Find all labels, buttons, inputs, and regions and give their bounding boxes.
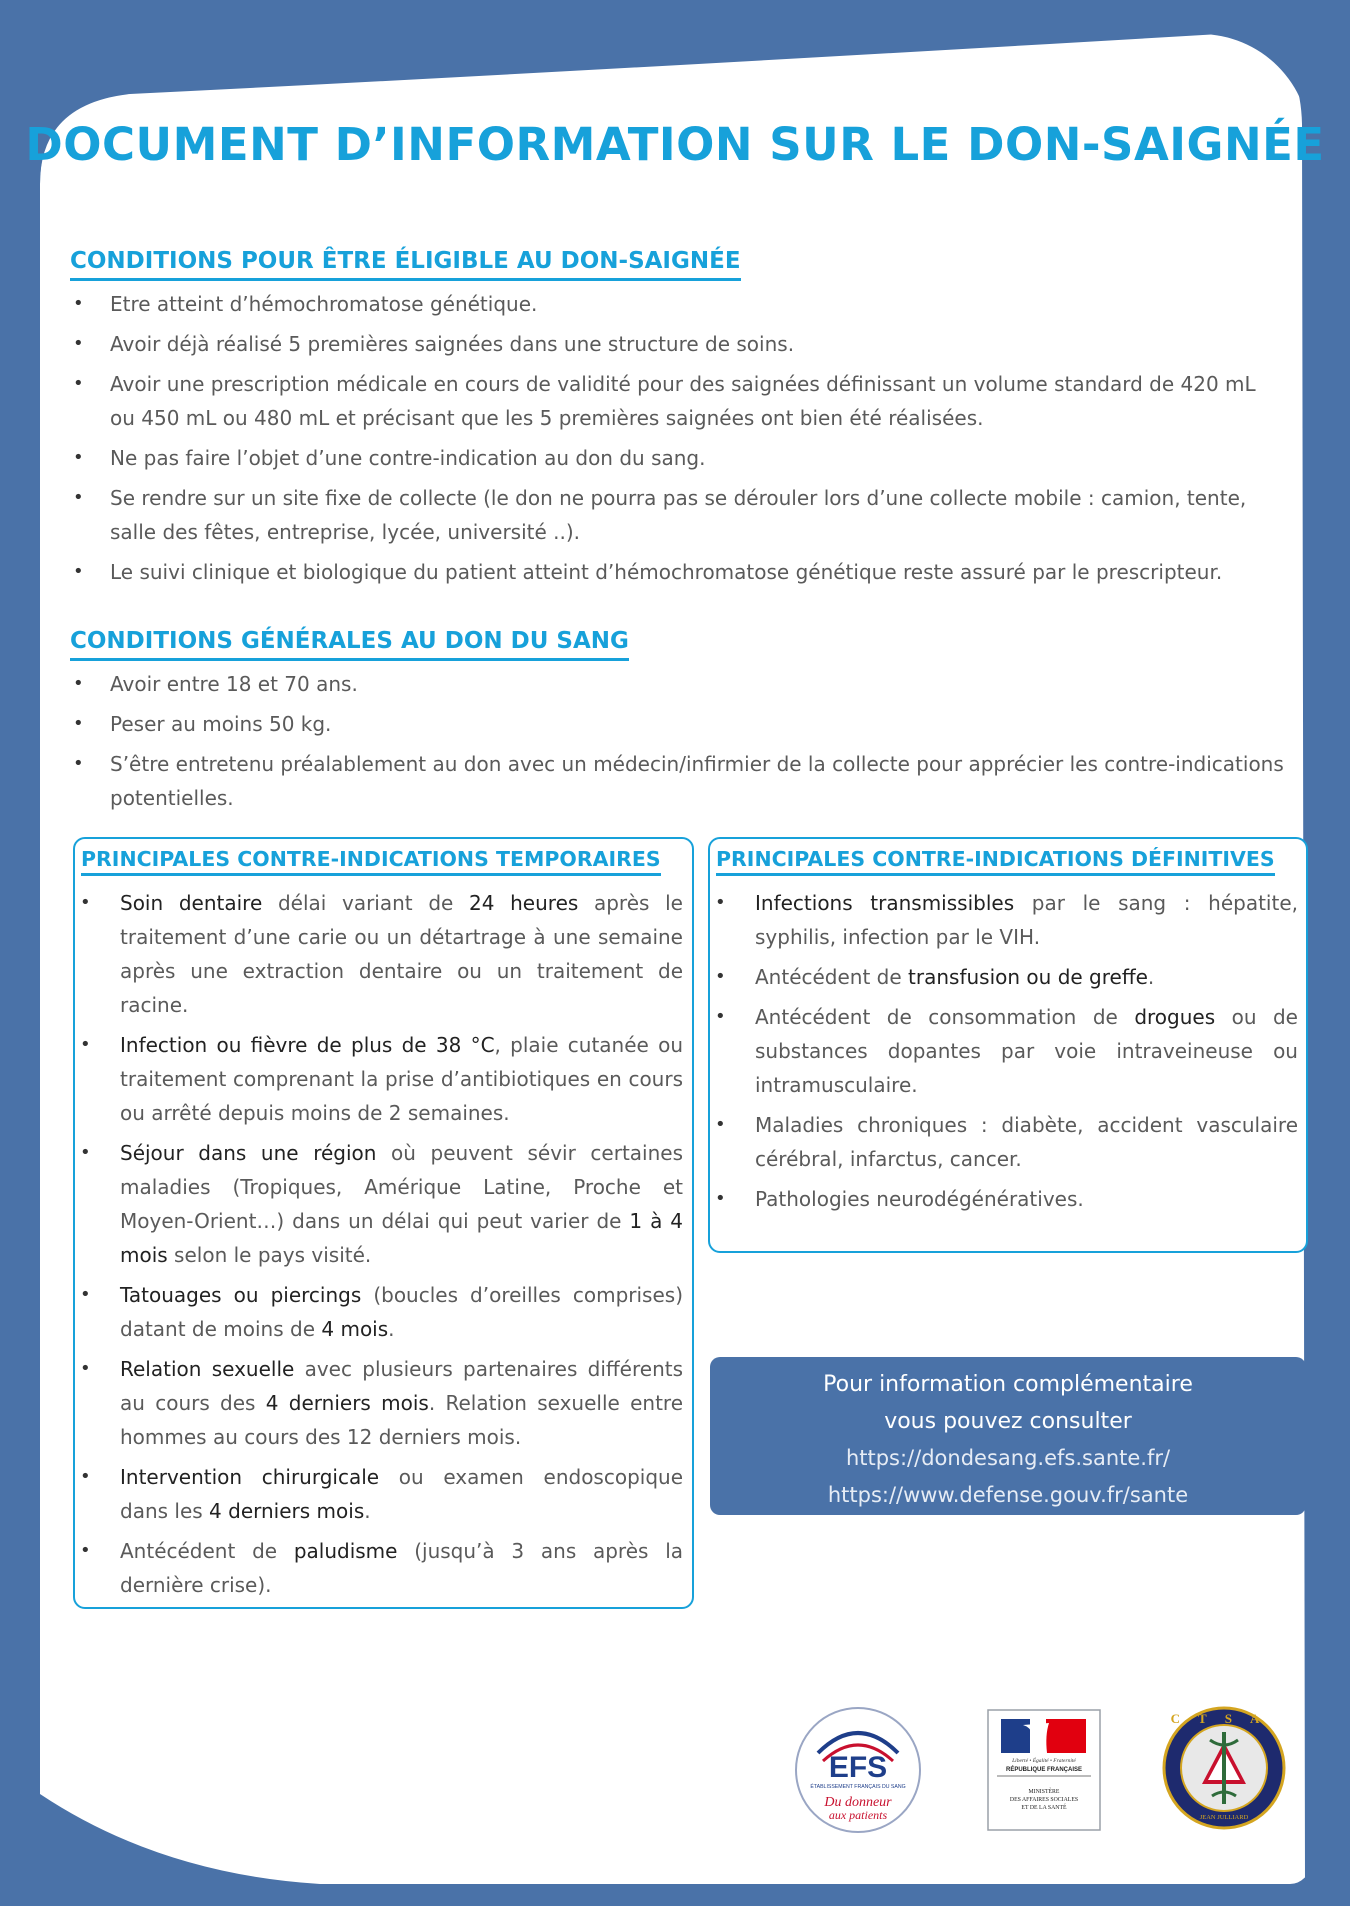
list-item-text: délai variant de: [262, 891, 469, 915]
list-item-text: Se rendre sur un site fixe de collecte (le don ne pourra pas se dérouler lors d’une collecte mobile : camion, tente, salle des fêtes, entreprise, lycée, université ..).: [110, 486, 1247, 544]
list-item: [710, 1182, 1298, 1216]
list-item-text: (boucles d’oreilles comprises) datant de moins de: [120, 1283, 684, 1341]
list-item-text: Maladies chroniques : diabète, accident vasculaire cérébral, infarctus, cancer.: [755, 1113, 1298, 1171]
ctsa-bottom: JEAN JULLIARD: [1199, 1814, 1249, 1821]
bullet-icon: •: [715, 892, 726, 913]
list-item: [70, 367, 1285, 435]
list-item: [75, 886, 683, 1022]
emphasis-text: 1 à 4 mois: [120, 1209, 684, 1267]
list-item: [75, 1534, 683, 1602]
list-item-text: où peuvent sévir certaines maladies (Tropiques, Amérique Latine, Proche et Moyen-Orient…) dans un délai qui peut varier de: [120, 1141, 684, 1233]
bullet-icon: •: [73, 561, 84, 582]
bullet-icon: •: [715, 966, 726, 987]
list-item: [710, 1108, 1298, 1176]
list-item: [70, 707, 1285, 741]
ctsa-letters: CTSA: [1170, 1711, 1278, 1726]
list-item-text: Le suivi clinique et biologique du patient atteint d’hémochromatose génétique reste assuré par le prescripteur.: [110, 560, 1223, 584]
emphasis-text: drogues: [1134, 1005, 1216, 1029]
list-item-text: Pathologies neurodégénératives.: [755, 1187, 1084, 1211]
temporary-list: [75, 886, 683, 1608]
list-item-text: Etre atteint d’hémochromatose génétique.: [110, 292, 538, 316]
info-line-1: Pour information complémentaire: [823, 1372, 1193, 1397]
bullet-icon: •: [715, 1006, 726, 1027]
definitive-list: [710, 886, 1298, 1222]
bullet-icon: •: [73, 713, 84, 734]
temporary-heading: PRINCIPALES CONTRE-INDICATIONS TEMPORAIRES: [81, 845, 661, 876]
eligibility-heading: CONDITIONS POUR ÊTRE ÉLIGIBLE AU DON-SAIGNÉE: [70, 246, 741, 281]
list-item: [710, 1000, 1298, 1102]
list-item-text: , plaie cutanée ou traitement comprenant la prise d’antibiotiques en cours ou arrêté depuis moins de 2 semaines.: [120, 1033, 683, 1125]
republique-name: RÉPUBLIQUE FRANÇAISE: [1005, 1767, 1083, 1773]
list-item: [70, 441, 1285, 475]
list-item: [710, 960, 1298, 994]
emphasis-text: Infection ou fièvre de plus de 38 °C: [120, 1033, 495, 1057]
list-item: [75, 1136, 683, 1272]
list-item-text: Avoir une prescription médicale en cours de validité pour des saignées définissant un volume standard de 420 mL ou 450 mL ou 480 mL et précisant que les 5 premières saignées ont bien été réalisées.: [110, 372, 1256, 430]
list-item: [70, 287, 1285, 321]
list-item: [70, 327, 1285, 361]
list-item-text: Peser au moins 50 kg.: [110, 712, 332, 736]
svg-text:ET DE LA SANTÉ: ET DE LA SANTÉ: [1021, 1805, 1067, 1811]
list-item-text: Avoir déjà réalisé 5 premières saignées dans une structure de soins.: [110, 332, 795, 356]
svg-text:aux patients: aux patients: [828, 1808, 888, 1822]
bullet-icon: •: [73, 333, 84, 354]
svg-text:Du donneur: Du donneur: [824, 1795, 892, 1810]
list-item-text: avec plusieurs partenaires différents au cours des: [120, 1357, 684, 1415]
list-item-text: ou de substances dopantes par voie intraveineuse ou intramusculaire.: [755, 1005, 1298, 1097]
list-item-text: Antécédent de: [120, 1539, 294, 1563]
defense-link[interactable]: https://www.defense.gouv.fr/sante: [827, 1483, 1189, 1507]
bullet-icon: •: [80, 1142, 91, 1163]
emphasis-text: 24 heures: [469, 891, 579, 915]
general-heading: CONDITIONS GÉNÉRALES AU DON DU SANG: [70, 626, 629, 661]
list-item: [70, 667, 1285, 701]
bullet-icon: •: [80, 1466, 91, 1487]
list-item-text: Avoir entre 18 et 70 ans.: [110, 672, 358, 696]
definitive-heading: PRINCIPALES CONTRE-INDICATIONS DÉFINITIVES: [716, 845, 1275, 876]
list-item-text: .: [364, 1499, 371, 1523]
bullet-icon: •: [80, 1540, 91, 1561]
definitive-box: [708, 837, 1308, 1253]
efs-link[interactable]: https://dondesang.efs.sante.fr/: [845, 1446, 1171, 1470]
bullet-icon: •: [73, 447, 84, 468]
emphasis-text: 4 derniers mois: [209, 1499, 365, 1523]
list-item: [70, 747, 1285, 815]
bullet-icon: •: [73, 487, 84, 508]
svg-text:DES AFFAIRES SOCIALES: DES AFFAIRES SOCIALES: [1009, 1797, 1079, 1803]
emphasis-text: Séjour dans une région: [120, 1141, 377, 1165]
list-item: [70, 555, 1285, 589]
bullet-icon: •: [715, 1114, 726, 1135]
efs-logo: [793, 1705, 923, 1839]
list-item-text: ou examen endoscopique dans les: [120, 1465, 684, 1523]
info-panel: [710, 1357, 1306, 1515]
emphasis-text: Intervention chirurgicale: [120, 1465, 380, 1489]
page-title: DOCUMENT D’INFORMATION SUR LE DON-SAIGNÉE: [25, 118, 1325, 171]
svg-text:MINISTÈRE: MINISTÈRE: [1028, 1789, 1060, 1795]
list-item-text: S’être entretenu préalablement au don avec un médecin/infirmier de la collecte pour apprécier les contre-indications potentielles.: [110, 752, 1284, 810]
bullet-icon: •: [80, 1358, 91, 1379]
list-item-text: après le traitement d’une carie ou un détartrage à une semaine après une extraction dentaire ou un traitement de racine.: [120, 891, 683, 1017]
bullet-icon: •: [73, 753, 84, 774]
bullet-icon: •: [80, 892, 91, 913]
list-item: [70, 481, 1285, 549]
emphasis-text: 4 derniers mois: [265, 1391, 429, 1415]
emphasis-text: Soin dentaire: [120, 891, 263, 915]
bullet-icon: •: [73, 673, 84, 694]
list-item-text: (jusqu’à 3 ans après la dernière crise).: [120, 1539, 684, 1597]
list-item-text: Antécédent de consommation de: [755, 1005, 1135, 1029]
list-item-text: .: [388, 1317, 395, 1341]
emphasis-text: paludisme: [293, 1539, 398, 1563]
bullet-icon: •: [715, 1188, 726, 1209]
republique-francaise-logo: [987, 1709, 1101, 1835]
list-item: [75, 1352, 683, 1454]
list-item-text: .: [1147, 965, 1155, 989]
efs-logo-sub: ÉTABLISSEMENT FRANÇAIS DU SANG: [810, 1784, 906, 1790]
list-item: [75, 1460, 683, 1528]
emphasis-text: 4 mois: [321, 1317, 389, 1341]
efs-logo-name: EFS: [828, 1751, 888, 1784]
list-item: [75, 1028, 683, 1130]
emphasis-text: Infections transmissibles: [755, 891, 1015, 915]
emphasis-text: Tatouages ou piercings: [120, 1283, 362, 1307]
info-line-2: vous pouvez consulter: [884, 1409, 1132, 1434]
emphasis-text: Relation sexuelle: [120, 1357, 295, 1381]
bullet-icon: •: [80, 1284, 91, 1305]
temporary-box: [73, 837, 694, 1609]
list-item-text: Antécédent de: [755, 965, 909, 989]
bullet-icon: •: [80, 1034, 91, 1055]
republique-motto: Liberté • Égalité • Fraternité: [1012, 1758, 1076, 1764]
list-item-text: selon le pays visité.: [167, 1243, 372, 1267]
list-item: [75, 1278, 683, 1346]
list-item-text: par le sang : hépatite, syphilis, infection par le VIH.: [755, 891, 1298, 949]
eligibility-list: [70, 287, 1285, 595]
general-list: [70, 667, 1285, 821]
list-item-text: . Relation sexuelle entre hommes au cours des 12 derniers mois.: [120, 1391, 684, 1449]
bullet-icon: •: [73, 373, 84, 394]
ctsa-logo: [1162, 1706, 1286, 1834]
list-item: [710, 886, 1298, 954]
bullet-icon: •: [73, 293, 84, 314]
list-item-text: Ne pas faire l’objet d’une contre-indication au don du sang.: [110, 446, 706, 470]
emphasis-text: transfusion ou de greffe: [908, 965, 1148, 989]
